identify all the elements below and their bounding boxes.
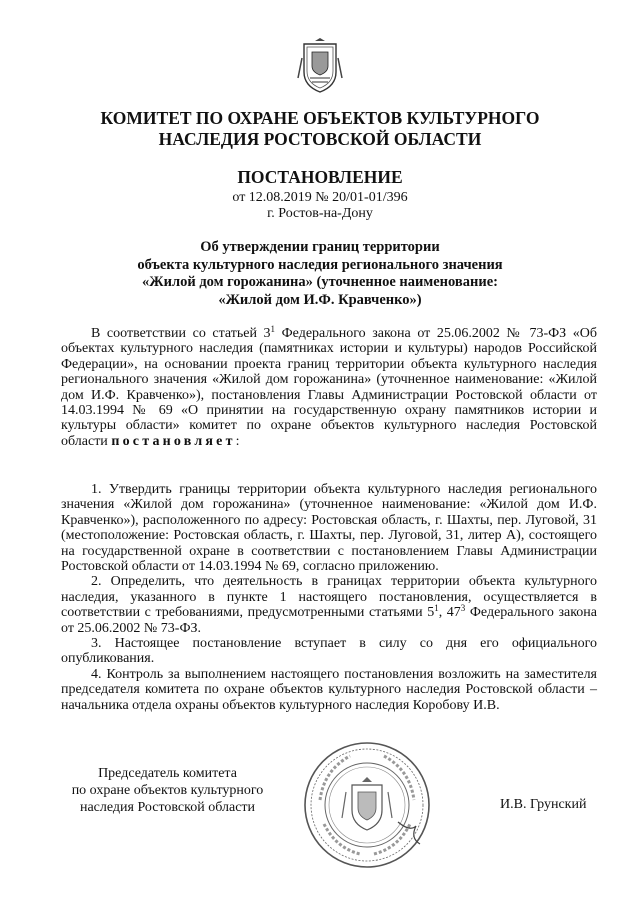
item-2-text-3: Федерального закона от 25.06.2002 № 73-ФЗ. [61, 605, 598, 636]
item-1: 1. Утвердить границы территории объекта культурного наследия регионального значения «Жилой дом горожанина» (уточненное наименование: «Жилой дом И.Ф. Кравченко»), расположенного по адресу: Ростовская область, г. Шахты, пер. Луговой, 31 (местоположение: Ростовская область, г. Шахты, пер. Луговой, 31, литер А), состоящего на государственной охране в соответствии с постановлением Главы Администрации Ростовской области от 14.03.1994 № 69, согласно приложению. [61, 482, 597, 575]
item-2-sup-2: 3 [460, 603, 466, 614]
subject-line-2: объекта культурного наследия регионального значения [137, 256, 503, 273]
document-type: ПОСТАНОВЛЕНИЕ [237, 167, 403, 187]
item-2-text-2: , 47 [438, 605, 461, 621]
preamble-paragraph [61, 326, 597, 449]
signatory-position [60, 765, 275, 816]
official-seal-icon [302, 740, 432, 870]
organization-name [60, 108, 580, 150]
decides-word: постановляет [111, 433, 236, 449]
subject-line-1: Об утверждении границ территории [200, 239, 440, 255]
signatory-name: И.В. Грунский [500, 797, 587, 812]
document-date-number: от 12.08.2019 № 20/01-01/396 [232, 190, 408, 205]
signatory-position-line-2: по охране объектов культурного [71, 783, 264, 798]
preamble-text-1: В соответствии со статьей 3 [91, 326, 271, 341]
resolution-items [61, 482, 597, 713]
org-line-1: КОМИТЕТ ПО ОХРАНЕ ОБЪЕКТОВ КУЛЬТУРНОГО [100, 108, 540, 128]
preamble-text-2: Федерального закона от 25.06.2002 № 73-ФЗ «Об объектах культурного наследия (памятниках истории и культуры) народов Российской Федерации», на основании проекта границ территории объекта культурного наследия регионального значения «Жилой дом горожанина» (уточненное наименование: «Жилой дом И.Ф. Кравченко»), постановления Главы Администрации Ростовской области от 14.03.1994 № 69 «О принятии на государственную охрану памятников истории и культуры области» комитет по охране объектов культурного наследия Ростовской области [61, 326, 597, 449]
document-city: г. Ростов-на-Дону [267, 206, 373, 221]
item-2 [61, 574, 597, 636]
document-subject [60, 239, 580, 309]
preamble-sup-1: 1 [270, 324, 276, 334]
decides-colon: : [235, 433, 240, 449]
signatory-position-line-1: Председатель комитета [98, 766, 237, 781]
signatory-position-line-3: наследия Ростовской области [79, 800, 256, 815]
item-2-text-1: 2. Определить, что деятельность в границах территории объекта культурного наследия, указанного в пункте 1 настоящего постановления, осуществляется в соответствии с требованиями, предусмотренными статьями 5 [61, 574, 597, 621]
item-2-sup-1: 1 [434, 603, 439, 614]
subject-line-4: «Жилой дом И.Ф. Кравченко») [218, 291, 422, 308]
subject-line-3: «Жилой дом горожанина» (уточненное наименование: [142, 274, 498, 291]
org-line-2: НАСЛЕДИЯ РОСТОВСКОЙ ОБЛАСТИ [158, 129, 482, 149]
item-4: 4. Контроль за выполнением настоящего постановления возложить на заместителя председателя комитета по охране объектов культурного наследия Ростовской области – начальника отдела охраны объектов культурного наследия Коробову И.В. [61, 666, 597, 713]
coat-of-arms-icon [296, 38, 344, 94]
item-3: 3. Настоящее постановление вступает в силу со дня его официального опубликования. [61, 636, 597, 667]
